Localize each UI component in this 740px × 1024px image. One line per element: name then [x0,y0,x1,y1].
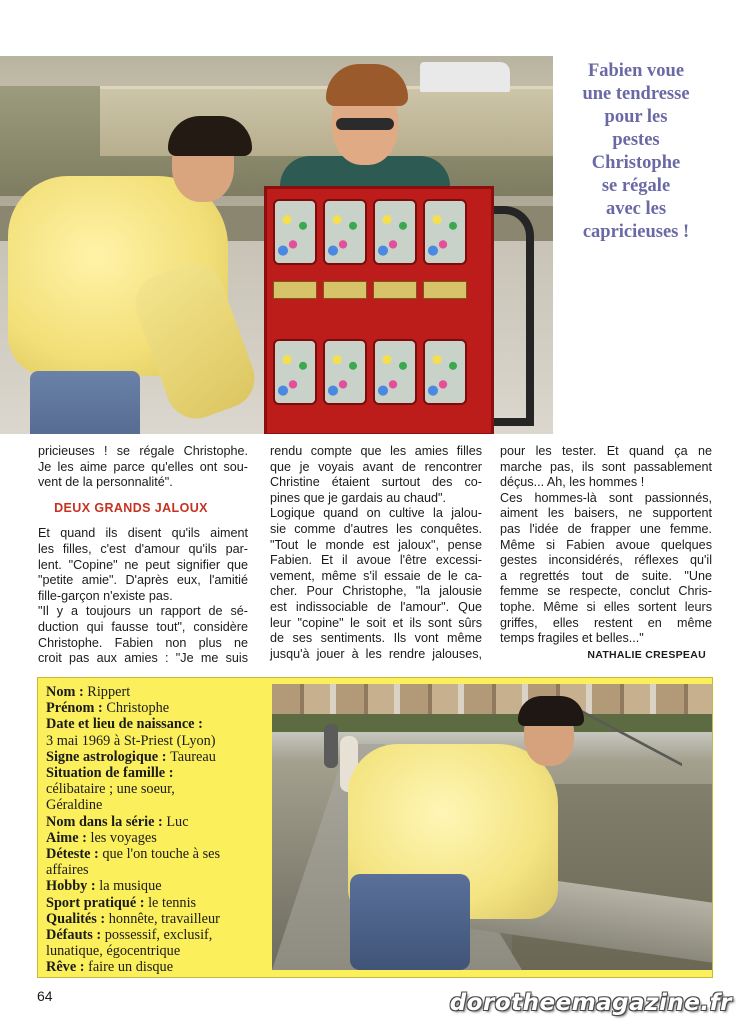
candy-globe [273,339,317,405]
article-line: Et quand ils disent qu'ils aiment [38,526,248,541]
article-line: leur "copine" le soit et ils sont sûrs [270,615,482,630]
profile-fact-value: honnête, travailleur [108,910,220,927]
article-line: que je voyais avant de rencontrer [270,459,482,474]
candy-globe [423,339,467,405]
profile-fact-value: célibataire ; une soeur, [46,781,175,798]
hair [326,64,408,106]
profile-fact-row [46,781,268,797]
profile-fact-row [46,684,268,700]
profile-fact-key: Hobby : [46,878,100,895]
article-line: vent de la personnalité". [38,475,173,490]
profile-fact-key: Date et lieu de naissance : [46,716,203,733]
article-line: marche pas, ils sont passablement [500,459,712,474]
profile-fact-key: Nom dans la série : [46,813,167,830]
article-line: femme se respecte, conclut Chris- [500,584,712,599]
pull-quote [555,60,717,244]
article-line: "Tout le monde est jaloux", pense [270,537,482,552]
profile-fact-row [46,733,268,749]
article-line: pricieuses ! se régale Christophe. [38,444,248,458]
section-subhead: DEUX GRANDS JALOUX [54,500,208,515]
article-line: Ces hommes-là sont passionnés, [500,490,712,505]
profile-fact-value: possessif, exclusif, [104,927,213,944]
profile-fact-key: Déteste : [46,846,103,863]
profile-fact-value: 3 mai 1969 à St-Priest (Lyon) [46,732,216,749]
candy-globe [373,199,417,265]
arm [127,255,263,427]
article-line: déçus... Ah, les hommes ! [500,475,645,490]
candy-globe [323,339,367,405]
profile-fact-row [46,797,268,813]
profile-fact-row [46,814,268,830]
pull-quote-line: une tendresse [582,84,690,104]
page-number: 64 [37,988,53,1004]
profile-fact-row [46,765,268,781]
article-line: jusqu'à jouer à les rendre jalouses, [270,646,482,661]
article-line: vement, même s'il essaie de le ca- [270,568,482,583]
profile-fact-value: que l'on touche à ses [102,846,221,863]
coin-slot [323,281,367,299]
profile-fact-value: lunatique, égocentrique [46,943,181,960]
article-line: griffes, elles restent en même [500,615,712,630]
coin-slot [373,281,417,299]
machine-row [273,281,485,299]
article-line: sie comme d'autres les conquêtes. [270,521,482,536]
article-line: Je les aime parce qu'elles ont sou- [38,459,248,474]
profile-fact-value: faire un disque [88,959,174,976]
article-line: Christine étaient surtout des co- [270,475,482,490]
profile-fact-row [46,749,268,765]
article-line: Logique quand on cultive la jalou- [270,506,482,521]
profile-fact-value: Taureau [170,748,216,765]
article-line: Fabien. Et il avoue l'être excessi- [270,553,482,568]
top-photo [0,56,553,434]
profile-fact-row [46,943,268,959]
coin-slot [423,281,467,299]
pull-quote-line: avec les [605,199,667,219]
article-line: pines que je gardais au chaud". [270,490,447,505]
pull-quote-line: pestes [612,130,660,150]
profile-fact-value: le tennis [148,894,197,911]
profile-fact-row [46,700,268,716]
profile-fact-value: Géraldine [46,797,103,814]
article-line: les filles, c'est d'amour qu'ils par- [38,541,248,556]
profile-fact-value: Luc [166,813,189,830]
article-line: "Il y a toujours un rapport de sé- [38,604,248,619]
site-watermark: dorotheemagazine.fr [449,990,732,1016]
profile-fact-key: Situation de famille : [46,765,174,782]
profile-fact-key: Signe astrologique : [46,748,171,765]
jeans [350,874,470,970]
article-column-2 [270,444,482,662]
article-line: de ses sentiments. Ils vont même [270,631,482,646]
profile-fact-row [46,895,268,911]
author-signature: NATHALIE CRESPEAU [587,648,706,661]
profile-fact-row [46,878,268,894]
pull-quote-line: Fabien voue [587,61,685,81]
article-line: Christophe. Fabien non plus ne [38,635,248,650]
profile-fact-value: la musique [99,878,162,895]
profile-fact-value: Christophe [106,700,170,717]
article-line: rendu compte que les amies filles [270,444,482,458]
profile-fact-value: Rippert [87,684,131,700]
coin-slot [273,281,317,299]
candy-globe [423,199,467,265]
gumball-machine [264,186,494,434]
article-line: duction qui fausse tout", considère [38,619,248,634]
article-line: gestes inconsidérés, réflexes qu'il [500,553,712,568]
machine-row [273,199,485,265]
jeans [30,371,140,434]
passerby [324,724,338,768]
article-line: croit pas aux amies : "Je me suis [38,651,248,666]
machine-row [273,339,485,405]
article-line: cher. Pour Christophe, "la jalousie [270,584,482,599]
profile-fact-key: Nom : [46,684,88,700]
profile-fact-row [46,911,268,927]
profile-fact-key: Aime : [46,829,91,846]
pull-quote-line: se régale [601,176,671,196]
candy-globe [273,199,317,265]
pull-quote-line: pour les [604,107,668,127]
pull-quote-line: capricieuses ! [582,222,690,242]
article-line: tophe. Même si elles sortent leurs [500,599,712,614]
trees [272,714,712,732]
profile-fact-key: Rêve : [46,959,89,976]
article-line: est indissociable de l'amour". Que [270,599,482,614]
profile-fact-value: les voyages [90,829,157,846]
profile-facts [46,684,268,976]
pull-quote-line: Christophe [591,153,681,173]
profile-fact-row [46,716,268,732]
hair [518,696,584,726]
article-line: lent. "Copine" ne peut signifier que [38,557,248,572]
profile-fact-row [46,959,268,975]
article-line: pour les tester. Et quand ça ne [500,444,712,458]
candy-globe [323,199,367,265]
candy-globe [373,339,417,405]
profile-fact-row [46,830,268,846]
profile-fact-row [46,862,268,878]
profile-fact-row [46,846,268,862]
profile-fact-key: Défauts : [46,927,105,944]
profile-fact-value: affaires [46,862,89,879]
machine-stand [494,206,534,426]
article-column-1 [38,444,248,667]
article-line: temps fragiles et belles..." [500,631,644,646]
article-line: "petite amie". D'après eux, l'amitié [38,573,248,588]
article-column-3 [500,444,712,663]
profile-fact-row [46,927,268,943]
profile-fact-key: Prénom : [46,700,107,717]
profile-fact-key: Sport pratiqué : [46,894,149,911]
article-line: fille-garçon n'existe pas. [38,588,173,603]
article-line: a regrettés tout de suite. "Une [500,568,712,583]
article-line: pas l'idée de frapper une femme. [500,521,712,536]
bottom-photo [272,684,712,970]
article-line: Même si Fabien avoue quelques [500,537,712,552]
person-yellow-shirt [0,116,250,434]
article-line: aiment les baisers, ne supportent [500,506,712,521]
profile-fact-key: Qualités : [46,910,109,927]
sunglasses [336,118,394,130]
